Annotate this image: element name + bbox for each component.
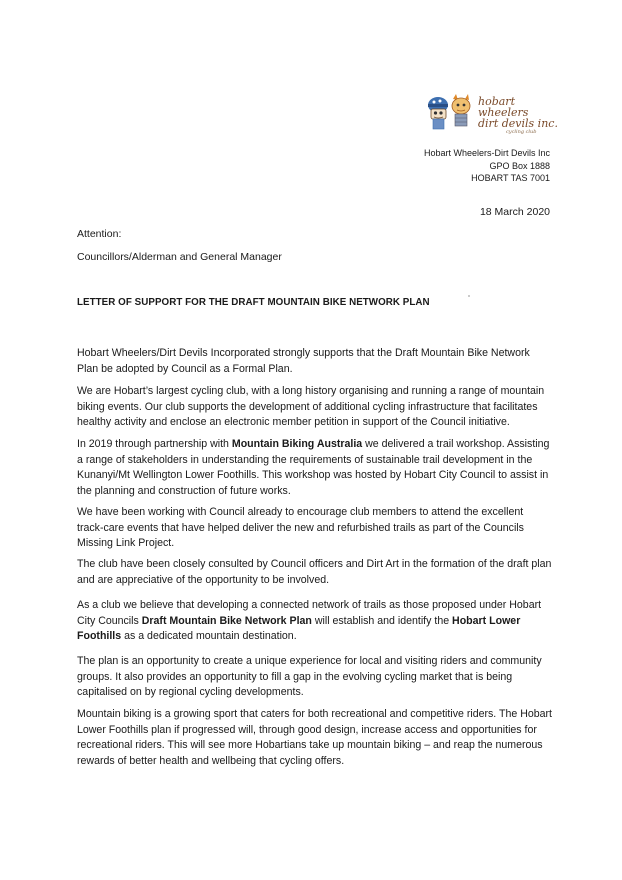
- logo-line-2: dirt devils inc.: [478, 117, 558, 130]
- sender-address: [424, 147, 550, 185]
- p3-bold-mba: Mountain Biking Australia: [231, 438, 363, 450]
- scan-speck: [468, 295, 470, 297]
- p6-bold-plan: Draft Mountain Bike Network Plan: [141, 614, 312, 627]
- paragraph-1-text: Hobart Wheelers/Dirt Devils Incorporated strongly supports that the Draft Mountain Bike Network Plan be adopted by Council as a Formal Plan.: [77, 347, 530, 375]
- paragraph-8-text: Mountain biking is a growing sport that caters for both recreational and competitive riders. The Hobart Lower Foothills plan if progressed will, through good design, increase access and opportunities for recreational riders. This will see more Hobartians take up mountain biking – and reap the numerous rewards of better health and wellbeing that cycling offers.: [77, 708, 553, 767]
- paragraph-4-text: We have been working with Council already to encourage club members to attend the excellent track-care events that have helped deliver the new and refurbished trails as part of the Councils Missing Link Project.: [77, 506, 524, 550]
- paragraph-1: [77, 346, 552, 377]
- paragraph-3-text: [77, 437, 552, 499]
- attention-label: Attention:: [77, 228, 122, 240]
- p3-part-a: In 2019 through partnership with: [77, 438, 232, 450]
- p6-part-a: As a club we believe that developing a connected network of trails as those proposed under Hobart City Councils: [77, 599, 542, 627]
- paragraph-6-text: [77, 598, 552, 645]
- logo-wordmark: [478, 96, 565, 135]
- sender-name: Hobart Wheelers-Dirt Devils Inc: [423, 148, 550, 158]
- p6-bold-foothills: Hobart Lower Foothills: [77, 614, 521, 643]
- paragraph-7-text: The plan is an opportunity to create a unique experience for local and visiting riders and community groups. It also provides an opportunity to fill a gap in the evolving cycling market that is being capitalised on by regional cycling developments.: [77, 655, 542, 699]
- p3-part-c: we delivered a trail workshop. Assisting a range of stakeholders in understanding the requirements of sustainable trail development in the Kunanyi/Mt Wellington Lower Foothills. This workshop was hosted by Hobart City Council to assist in the planning and construction of future works.: [77, 438, 550, 497]
- paragraph-3: [77, 437, 552, 499]
- p6-part-c: will establish and identify the: [311, 614, 453, 627]
- devil-mascot-icon: [425, 93, 479, 133]
- paragraph-5-text: The club have been closely consulted by Council officers and Dirt Art in the formation of the draft plan and are appreciative of the opportunity to be involved.: [77, 558, 552, 586]
- paragraph-5: [77, 557, 552, 588]
- letter-heading: LETTER OF SUPPORT FOR THE DRAFT MOUNTAIN BIKE NETWORK PLAN: [77, 297, 430, 308]
- p6-part-e: as a dedicated mountain destination.: [121, 630, 297, 643]
- paragraph-7: [77, 654, 552, 701]
- paragraph-4: [77, 505, 552, 552]
- paragraph-8: [77, 707, 552, 769]
- logo-line-3: cycling club: [506, 129, 537, 135]
- letter-date: 18 March 2020: [479, 206, 550, 218]
- club-logo: [425, 93, 565, 133]
- paragraph-2: [77, 384, 552, 431]
- sender-city: HOBART TAS 7001: [471, 173, 550, 183]
- sender-box: GPO Box 1888: [489, 160, 550, 171]
- recipients: Councillors/Alderman and General Manager: [77, 251, 282, 263]
- paragraph-6: [77, 598, 552, 645]
- paragraph-2-text: We are Hobart’s largest cycling club, with a long history organising and running a range of mountain biking events. Our club supports the development of additional cycling infrastructure that facilitates healthy activity and enclose an electronic member petition in support of the Council initiative.: [77, 385, 545, 429]
- logo-line-1: hobart wheelers: [478, 95, 529, 119]
